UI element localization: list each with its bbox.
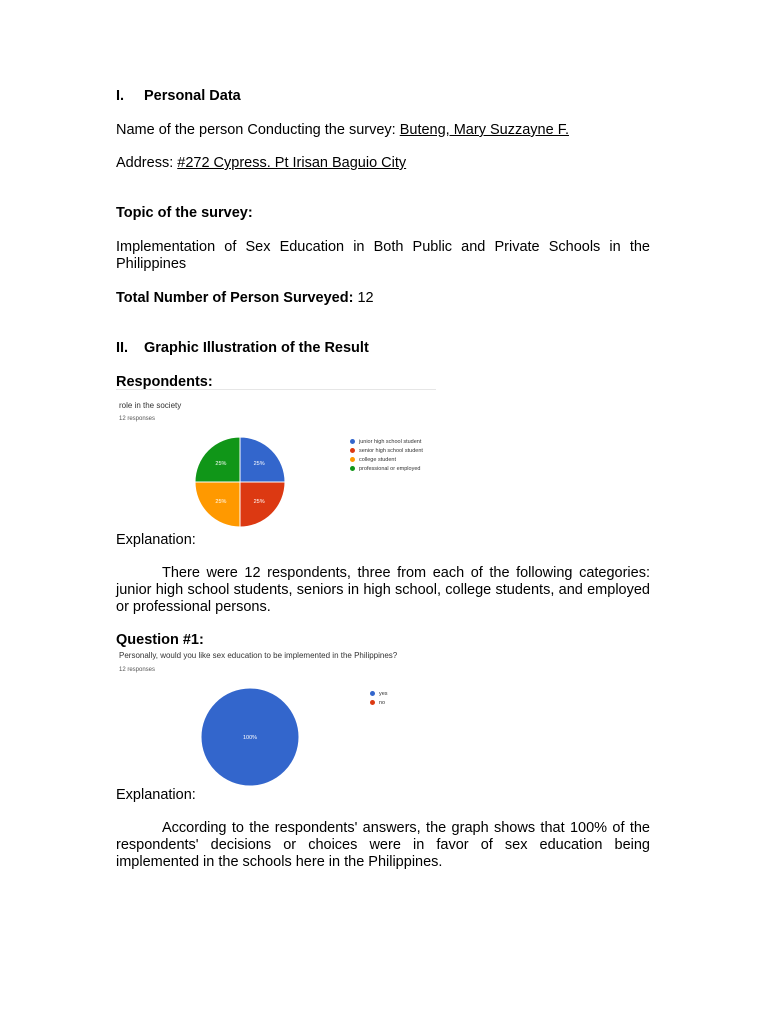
chart1-legend xyxy=(350,437,423,473)
total-surveyed-line xyxy=(116,290,374,307)
chart-role-in-society xyxy=(116,389,436,530)
legend-dot-icon xyxy=(350,457,355,462)
chart1-legend-label: professional or employed xyxy=(359,465,421,472)
explanation-2-label: Explanation: xyxy=(116,787,196,803)
chart2-legend-label: no xyxy=(379,699,386,706)
chart1-title: role in the society xyxy=(119,401,182,410)
pie-slice-junior-high-school-student xyxy=(240,437,285,482)
chart1-legend-item xyxy=(350,464,423,473)
pie-data-label: 25% xyxy=(253,460,265,467)
total-surveyed-value: 12 xyxy=(357,290,374,306)
pie-data-label: 100% xyxy=(242,735,258,741)
legend-dot-icon xyxy=(370,691,375,696)
section-2-title: Graphic Illustration of the Result xyxy=(144,340,369,356)
address-label: Address: xyxy=(116,155,178,171)
address-line xyxy=(116,155,406,172)
legend-dot-icon xyxy=(350,448,355,453)
chart1-legend-label: junior high school student xyxy=(359,438,422,445)
topic-value: Implementation of Sex Education in Both Public and Private Schools in the Philippines xyxy=(116,239,650,272)
chart2-legend-label: yes xyxy=(379,690,388,697)
legend-dot-icon xyxy=(350,439,355,444)
pie-data-label: 25% xyxy=(253,499,265,506)
surveyor-name-label: Name of the person Conducting the survey: xyxy=(116,122,400,138)
chart2-pie xyxy=(116,648,436,786)
surveyor-name-line xyxy=(116,122,569,139)
section-1-heading xyxy=(116,88,241,105)
pie-data-label: 25% xyxy=(215,499,227,506)
section-1-number: I. xyxy=(116,88,125,104)
chart2-legend xyxy=(370,689,388,707)
explanation-1-text: There were 12 respondents, three from each of the following categories: junior high school students, seniors in high school, college students, and employed or professional persons. xyxy=(116,565,650,615)
address-value: #272 Cypress. Pt Irisan Baguio City xyxy=(177,155,407,171)
chart1-legend-item xyxy=(350,437,423,446)
pie-slice-professional-or-employed xyxy=(195,437,240,482)
legend-dot-icon xyxy=(370,700,375,705)
chart2-legend-item xyxy=(370,698,388,707)
chart2-title: Personally, would you like sex education to be implemented in the Philippines? xyxy=(119,651,398,660)
chart1-subtitle: 12 responses xyxy=(119,416,156,422)
question-1-heading: Question #1: xyxy=(116,632,204,648)
chart1-legend-item xyxy=(350,446,423,455)
chart1-legend-label: senior high school student xyxy=(359,447,423,454)
surveyor-name-value: Buteng, Mary Suzzayne F. xyxy=(399,122,569,138)
explanation-1-label: Explanation: xyxy=(116,532,196,548)
chart-sex-education-support xyxy=(116,648,436,786)
explanation-2-text: According to the respondents' answers, the graph shows that 100% of the respondents' decisions or choices were in favor of sex education being implemented in the schools here in the Philippines. xyxy=(116,820,650,870)
section-2-number: II. xyxy=(116,340,129,356)
legend-dot-icon xyxy=(350,466,355,471)
chart2-legend-item xyxy=(370,689,388,698)
section-1-title: Personal Data xyxy=(144,88,241,104)
chart2-subtitle: 12 responses xyxy=(119,667,156,673)
chart1-legend-label: college student xyxy=(359,456,396,463)
total-surveyed-label: Total Number of Person Surveyed: xyxy=(116,290,354,306)
topic-label: Topic of the survey: xyxy=(116,205,253,221)
chart1-legend-item xyxy=(350,455,423,464)
pie-data-label: 25% xyxy=(215,460,227,467)
section-2-heading xyxy=(116,340,369,357)
respondents-heading: Respondents: xyxy=(116,374,213,390)
